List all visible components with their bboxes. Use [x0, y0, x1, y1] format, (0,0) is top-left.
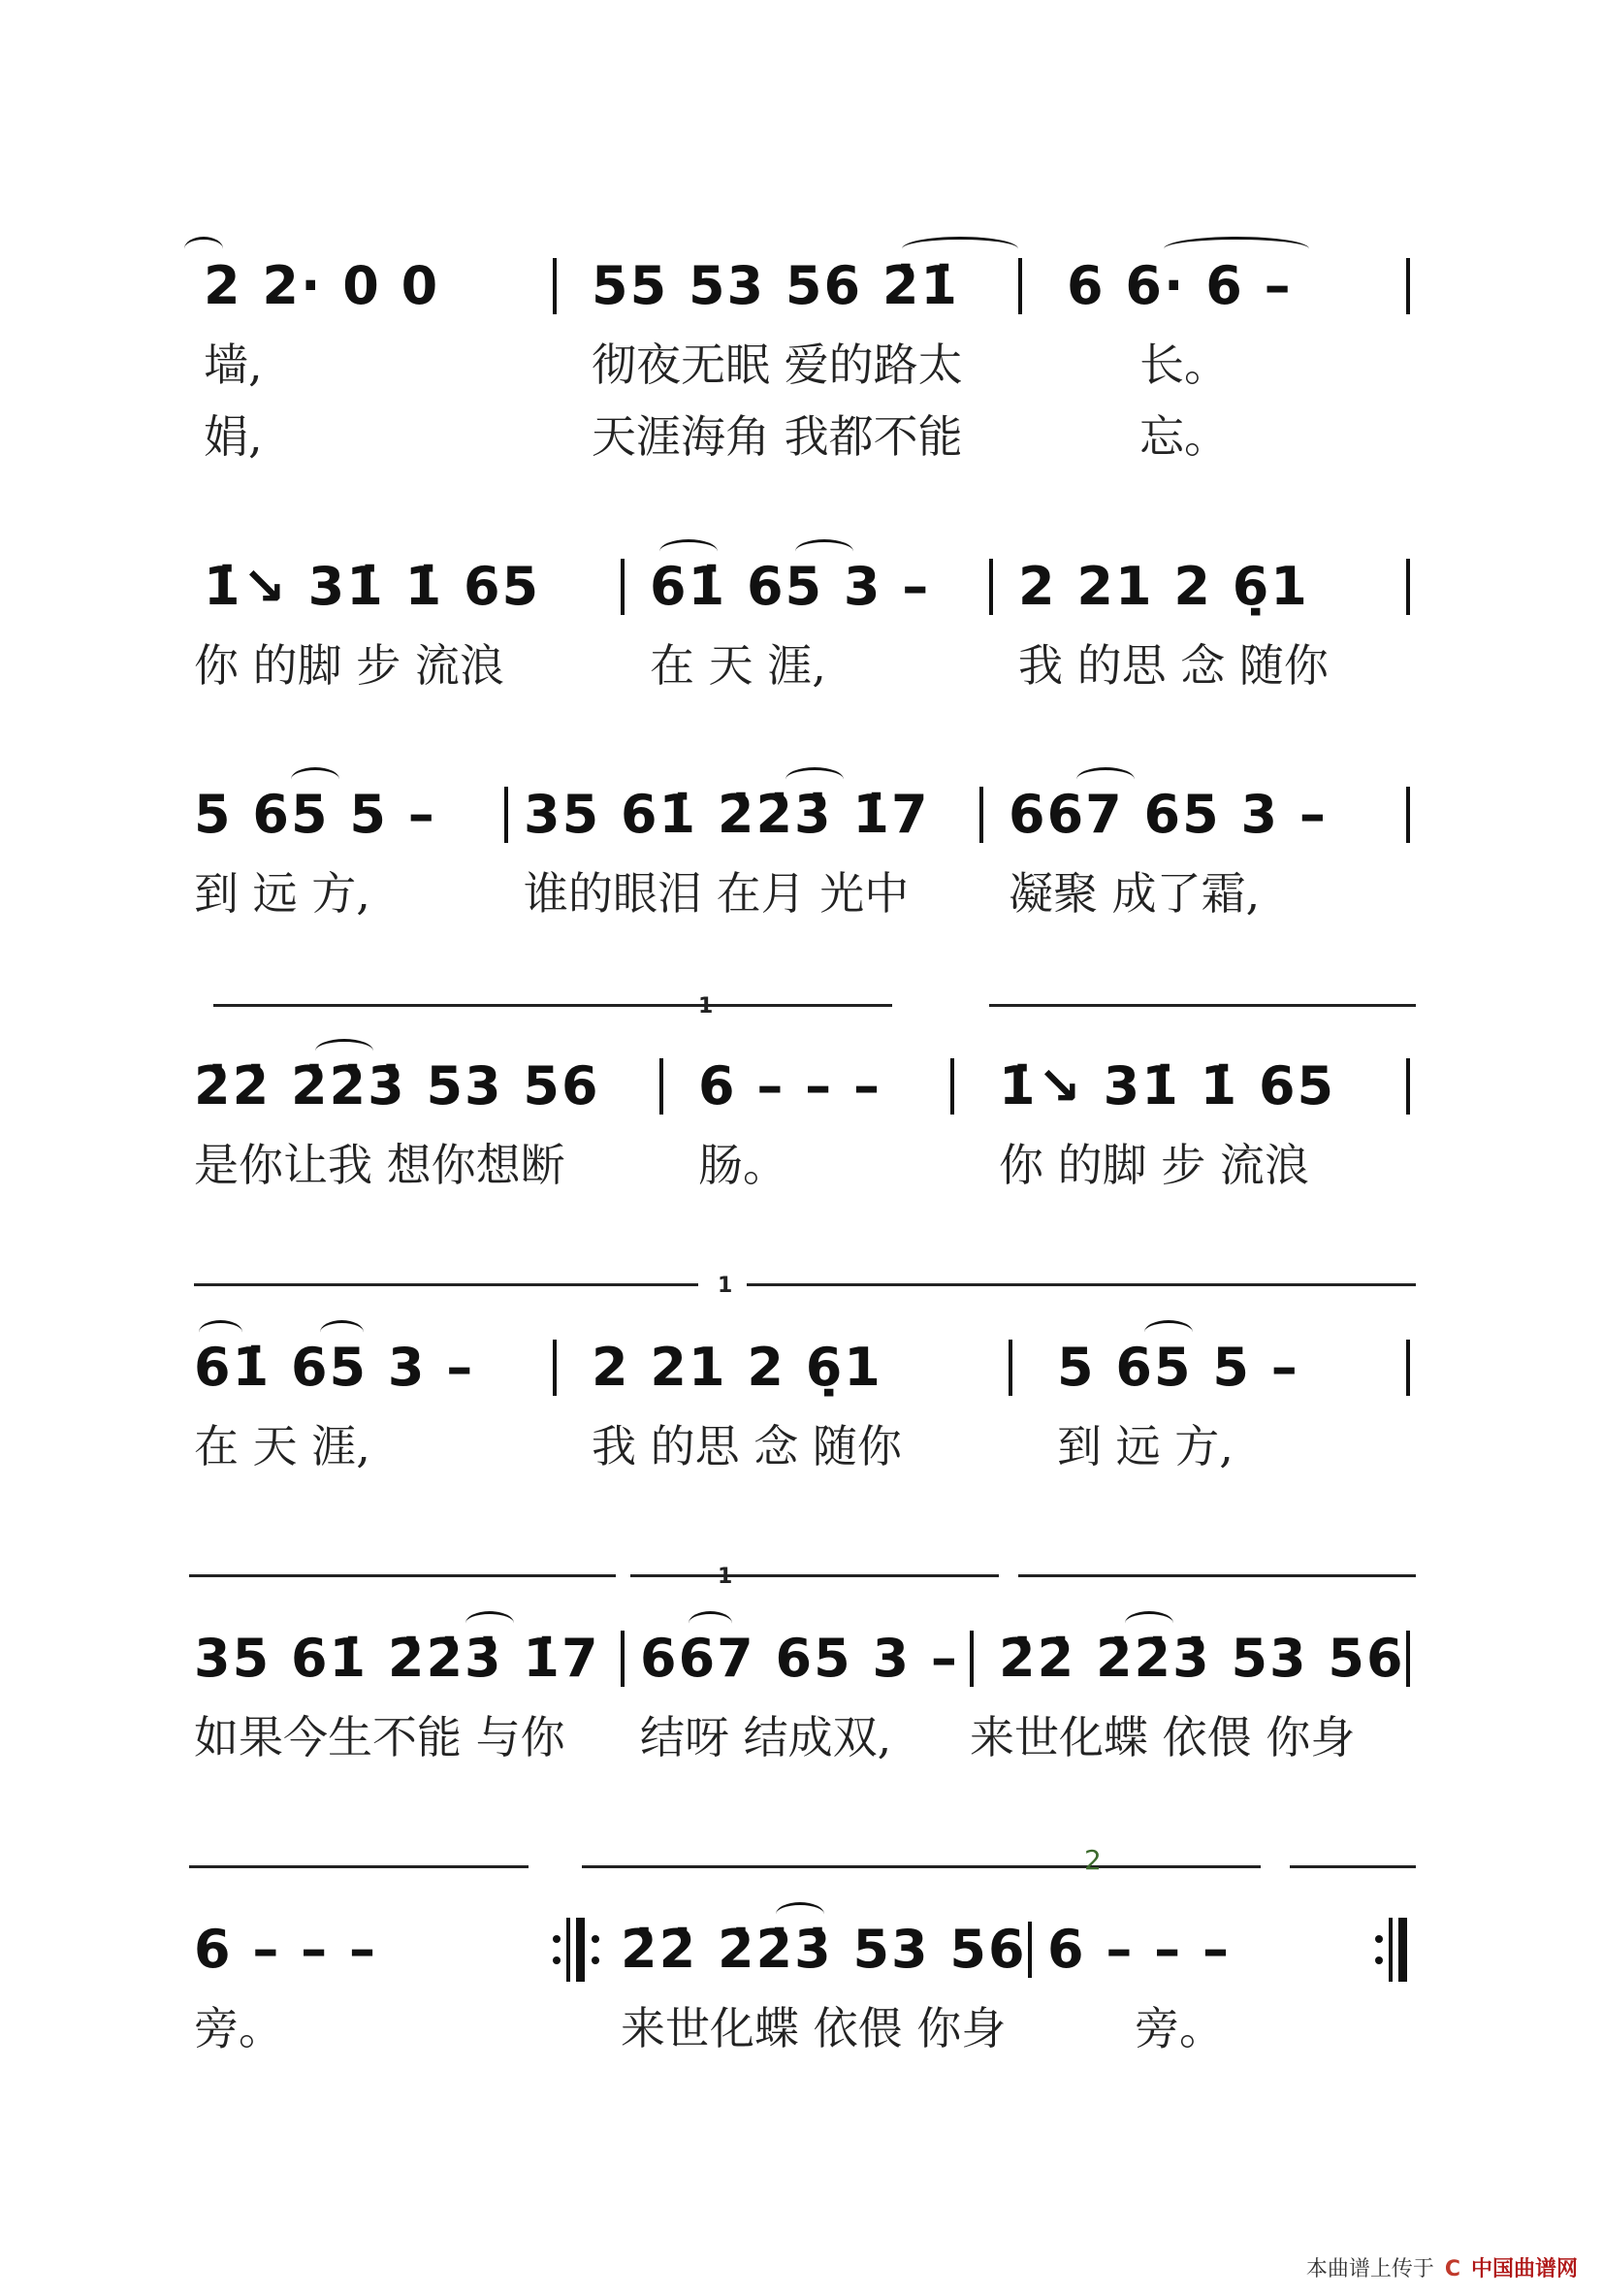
barline [1406, 1340, 1410, 1396]
volta-bracket [989, 1004, 1416, 1028]
barline [989, 559, 993, 615]
barline [1406, 787, 1410, 843]
slur-mark [291, 767, 339, 792]
slur-mark [199, 1320, 242, 1344]
barline [659, 1058, 663, 1115]
barline [504, 787, 508, 843]
slur-mark [315, 1039, 373, 1063]
lyric-verse-2: 忘。 [1139, 410, 1229, 463]
slur-mark [785, 767, 844, 792]
score-row-6 [194, 1565, 1426, 1770]
score-row-5 [194, 1274, 1426, 1479]
score-row-4 [194, 994, 1426, 1198]
lyric-line: 你 的脚 步 流浪 [194, 639, 504, 692]
slur-mark [1076, 767, 1135, 792]
slur-mark [1144, 1320, 1193, 1344]
measure: 1̇↘ 31̇ 1̇ 65 [204, 556, 541, 617]
measure: 55 53 56 2̇1̇ [592, 255, 959, 316]
lyric-line: 在 天 涯, [194, 1420, 370, 1472]
barline [1028, 1922, 1032, 1978]
lyric-verse-1: 彻夜无眠 爱的路太 [592, 339, 963, 391]
barline [979, 787, 983, 843]
barline [970, 1631, 974, 1687]
volta-bracket [747, 1283, 1416, 1308]
slur-mark [465, 1611, 514, 1635]
measure: 6 – – – [698, 1055, 882, 1116]
notes-line [194, 1324, 1426, 1411]
lyric-line: 旁。 [194, 2002, 283, 2054]
lyric-line: 我 的思 念 随你 [592, 1420, 902, 1472]
lyric-line: 我 的思 念 随你 [1018, 639, 1329, 692]
lyric-line: 如果今生不能 与你 [194, 1711, 565, 1763]
lyric-line: 谁的眼泪 在月 光中 [524, 867, 910, 920]
notes-line [194, 243, 1426, 330]
lyric-line: 来世化蝶 依偎 你身 [621, 2002, 1007, 2054]
notes-line [194, 1906, 1426, 1993]
slur-mark [902, 237, 1018, 261]
lyric-line: 结呀 结成双, [640, 1711, 892, 1763]
measure: 35 61̇ 2̇2̇3̇ 1̇7 [194, 1628, 600, 1689]
volta-bracket [1290, 1865, 1416, 1890]
footer-text: 本曲谱上传于 [1305, 2257, 1434, 2281]
lyric-verse-2: 娟, [204, 410, 263, 463]
barline [950, 1058, 954, 1115]
lyric-line: 到 远 方, [194, 867, 370, 920]
lyric-line: 旁。 [1135, 2002, 1224, 2054]
measure: 667 65 3 – [1009, 784, 1328, 845]
volta-number: 1 [718, 1565, 733, 1589]
lyric-verse-2: 天涯海角 我都不能 [592, 410, 963, 463]
volta-bracket [582, 1865, 1261, 1890]
barline [621, 559, 625, 615]
site-brand: 中国曲谱网 [1470, 2257, 1578, 2281]
lyric-verse-1: 长。 [1139, 339, 1229, 391]
volta-bracket [213, 1004, 892, 1028]
volta-bracket [1018, 1574, 1416, 1599]
volta-bracket [194, 1283, 698, 1308]
lyric-line: 是你让我 想你想断 [194, 1139, 565, 1191]
measure: 1̇↘ 31̇ 1̇ 65 [999, 1055, 1336, 1116]
barline [1406, 559, 1410, 615]
slur-mark [659, 539, 718, 564]
lyric-line: 到 远 方, [1057, 1420, 1234, 1472]
score-row-1 [194, 243, 1426, 463]
lyric-line: 凝聚 成了霜, [1009, 867, 1261, 920]
notes-line [194, 543, 1426, 631]
lyric-line: 在 天 涯, [650, 639, 826, 692]
repeat-sign-open [553, 1918, 611, 1982]
lyric-line: 肠。 [698, 1139, 787, 1191]
notes-line [194, 1615, 1426, 1702]
volta-bracket [189, 1865, 529, 1890]
barline [1018, 258, 1022, 314]
measure: 2 21 2 6̣1 [1018, 556, 1309, 617]
barline [553, 258, 557, 314]
barline [1406, 1058, 1410, 1115]
measure: 5 65 5 – [1057, 1337, 1299, 1398]
measure: 667 65 3 – [640, 1628, 959, 1689]
volta-bracket [189, 1574, 616, 1599]
measure: 2̇2̇ 2̇2̇3̇ 53 56 [621, 1919, 1027, 1980]
volta-number: 1 [698, 994, 714, 1019]
lyric-verse-1: 墙, [204, 339, 263, 391]
barline [1009, 1340, 1012, 1396]
volta-number: 1 [718, 1274, 733, 1298]
measure: 61̇ 65 3 – [650, 556, 931, 617]
measure: 2 21 2 6̣1 [592, 1337, 882, 1398]
measure: 5 65 5 – [194, 784, 436, 845]
slur-mark [320, 1320, 364, 1344]
measure: 6 – – – [1047, 1919, 1231, 1980]
barline [1406, 258, 1410, 314]
measure: 6 – – – [194, 1919, 377, 1980]
measure: 35 61̇ 2̇2̇3̇ 1̇7 [524, 784, 930, 845]
barline [553, 1340, 557, 1396]
site-logo-icon: C [1444, 2257, 1460, 2281]
volta-number: 2 [1084, 1844, 1102, 1876]
score-row-7 [194, 1844, 1426, 2061]
measure: 6 6· 6 – [1067, 255, 1293, 316]
slur-mark [689, 1611, 732, 1635]
volta-bracket [630, 1574, 999, 1599]
barline [621, 1631, 625, 1687]
notes-line [194, 1043, 1426, 1130]
repeat-sign-close [1375, 1918, 1424, 1982]
notes-line [194, 771, 1426, 858]
measure: 2 2· 0 0 [204, 255, 440, 316]
barline [1406, 1631, 1410, 1687]
score-row-2 [194, 543, 1426, 698]
lyric-line: 来世化蝶 依偎 你身 [970, 1711, 1356, 1763]
slur-mark [1125, 1611, 1173, 1635]
slur-mark [776, 1902, 824, 1926]
slur-mark [1164, 237, 1309, 261]
slur-mark [184, 237, 223, 261]
measure: 2̇2̇ 2̇2̇3̇ 53 56 [999, 1628, 1405, 1689]
measure: 61̇ 65 3 – [194, 1337, 475, 1398]
lyric-line: 你 的脚 步 流浪 [999, 1139, 1309, 1191]
slur-mark [795, 539, 853, 564]
score-row-3 [194, 771, 1426, 926]
site-footer [1306, 2252, 1578, 2282]
measure: 2̇2̇ 2̇2̇3̇ 53 56 [194, 1055, 600, 1116]
